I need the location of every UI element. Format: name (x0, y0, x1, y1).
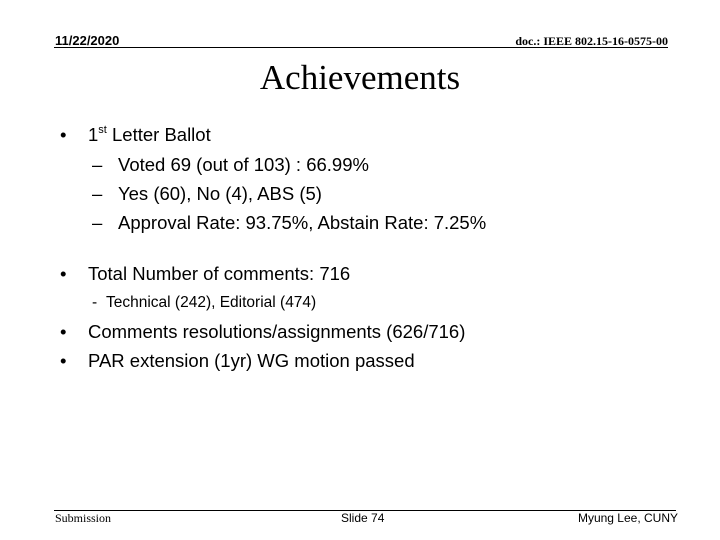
header-date: 11/22/2020 (55, 33, 120, 48)
dash-icon: – (92, 212, 103, 233)
footer-slide-number: Slide 74 (341, 511, 385, 525)
subbullet-votes-breakdown (92, 183, 322, 205)
bullet-comment-resolutions (60, 321, 465, 343)
bullet-par-extension (60, 350, 415, 372)
subbullet-voted (92, 154, 369, 176)
subbullet-text: Approval Rate: 93.75%, Abstain Rate: 7.25% (118, 212, 487, 233)
bullet-text: Total Number of comments: 716 (88, 263, 351, 284)
bullet-icon: • (60, 321, 67, 342)
bullet-text-prefix: 1 (88, 124, 99, 145)
bullet-letter-ballot (60, 124, 211, 146)
bullet-icon: • (60, 263, 67, 284)
header-divider (54, 47, 668, 48)
footer-author: Myung Lee, CUNY (577, 511, 678, 525)
bullet-text-suffix: Letter Ballot (106, 124, 211, 145)
footer-submission: Submission (55, 511, 112, 525)
dash-icon: - (92, 294, 98, 311)
subbullet-approval-rate (92, 212, 486, 234)
bullet-text: Comments resolutions/assignments (626/716) (88, 321, 466, 342)
bullet-icon: • (60, 350, 67, 371)
dash-icon: – (92, 154, 103, 175)
bullet-icon: • (60, 124, 67, 145)
header-doc-id: doc.: IEEE 802.15-16-0575-00 (515, 34, 668, 48)
subbullet-text: Voted 69 (out of 103) : 66.99% (118, 154, 369, 175)
subbullet-text: Yes (60), No (4), ABS (5) (118, 183, 322, 204)
bullet-text: PAR extension (1yr) WG motion passed (88, 350, 415, 371)
dash-icon: – (92, 183, 103, 204)
subbullet-comment-types (92, 294, 316, 312)
bullet-text-superscript: st (98, 124, 107, 136)
subbullet-text: Technical (242), Editorial (474) (106, 294, 317, 311)
slide-title: Achievements (259, 58, 461, 97)
bullet-total-comments (60, 263, 350, 285)
